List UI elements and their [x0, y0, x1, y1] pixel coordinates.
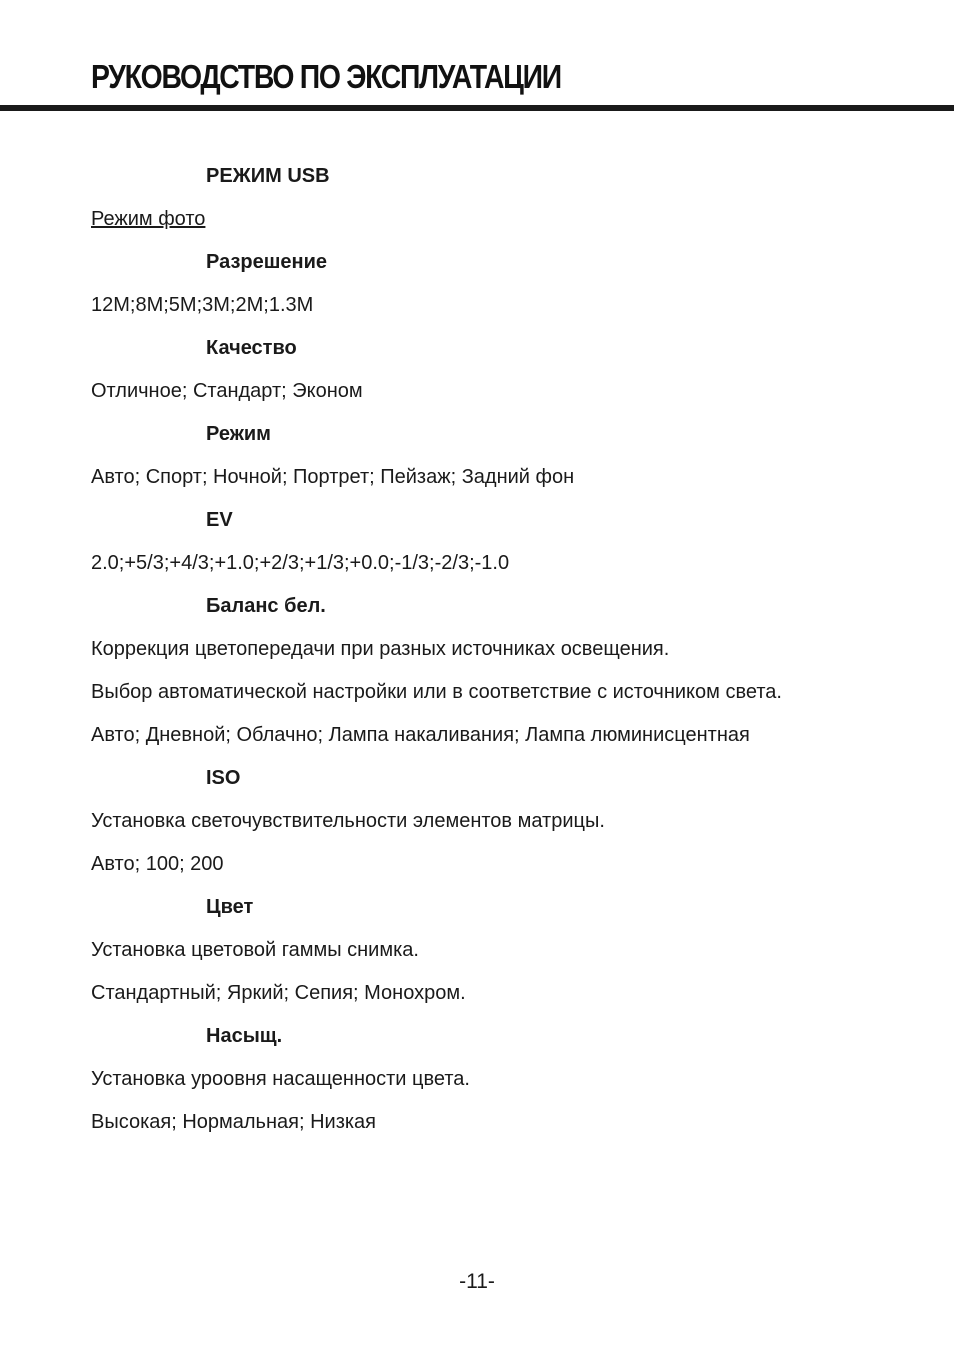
white-balance-description: Коррекция цветопередачи при разных источниках освещения. [91, 638, 670, 660]
white-balance-options: Авто; Дневной; Облачно; Лампа накаливания; Лампа люминисцентная [91, 724, 750, 746]
section-heading-ev: EV [206, 509, 233, 531]
section-heading-color: Цвет [206, 896, 254, 918]
white-balance-description-2: Выбор автоматической настройки или в соответствие с источником света. [91, 681, 782, 703]
resolution-options: 12M;8M;5M;3M;2M;1.3M [91, 294, 314, 316]
photo-mode-link[interactable]: Режим фото [91, 208, 206, 230]
iso-options: Авто; 100; 200 [91, 853, 224, 875]
saturation-description: Установка уроовня насащенности цвета. [91, 1068, 470, 1090]
section-heading-mode: Режим [206, 423, 271, 445]
ev-options: 2.0;+5/3;+4/3;+1.0;+2/3;+1/3;+0.0;-1/3;-2/3;-1.0 [91, 552, 510, 574]
section-heading-quality: Качество [206, 337, 297, 359]
section-heading-white-balance: Баланс бел. [206, 595, 326, 617]
saturation-options: Высокая; Нормальная; Низкая [91, 1111, 377, 1133]
page-number: -11- [459, 1270, 495, 1293]
color-description: Установка цветовой гаммы снимка. [91, 939, 419, 961]
iso-description: Установка светочувствительности элементов матрицы. [91, 810, 605, 832]
section-heading-saturation: Насыщ. [206, 1025, 283, 1047]
quality-options: Отличное; Стандарт; Эконом [91, 380, 363, 402]
section-heading-usb-mode: РЕЖИМ USB [206, 165, 330, 187]
section-heading-resolution: Разрешение [206, 251, 328, 273]
mode-options: Авто; Спорт; Ночной; Портрет; Пейзаж; Задний фон [91, 466, 575, 488]
header-divider [0, 105, 954, 111]
page-header-title: РУКОВОДСТВО ПО ЭКСПЛУАТАЦИИ [91, 58, 561, 95]
section-heading-iso: ISO [206, 767, 241, 789]
manual-content [91, 160, 891, 1149]
color-options: Стандартный; Яркий; Сепия; Монохром. [91, 982, 466, 1004]
